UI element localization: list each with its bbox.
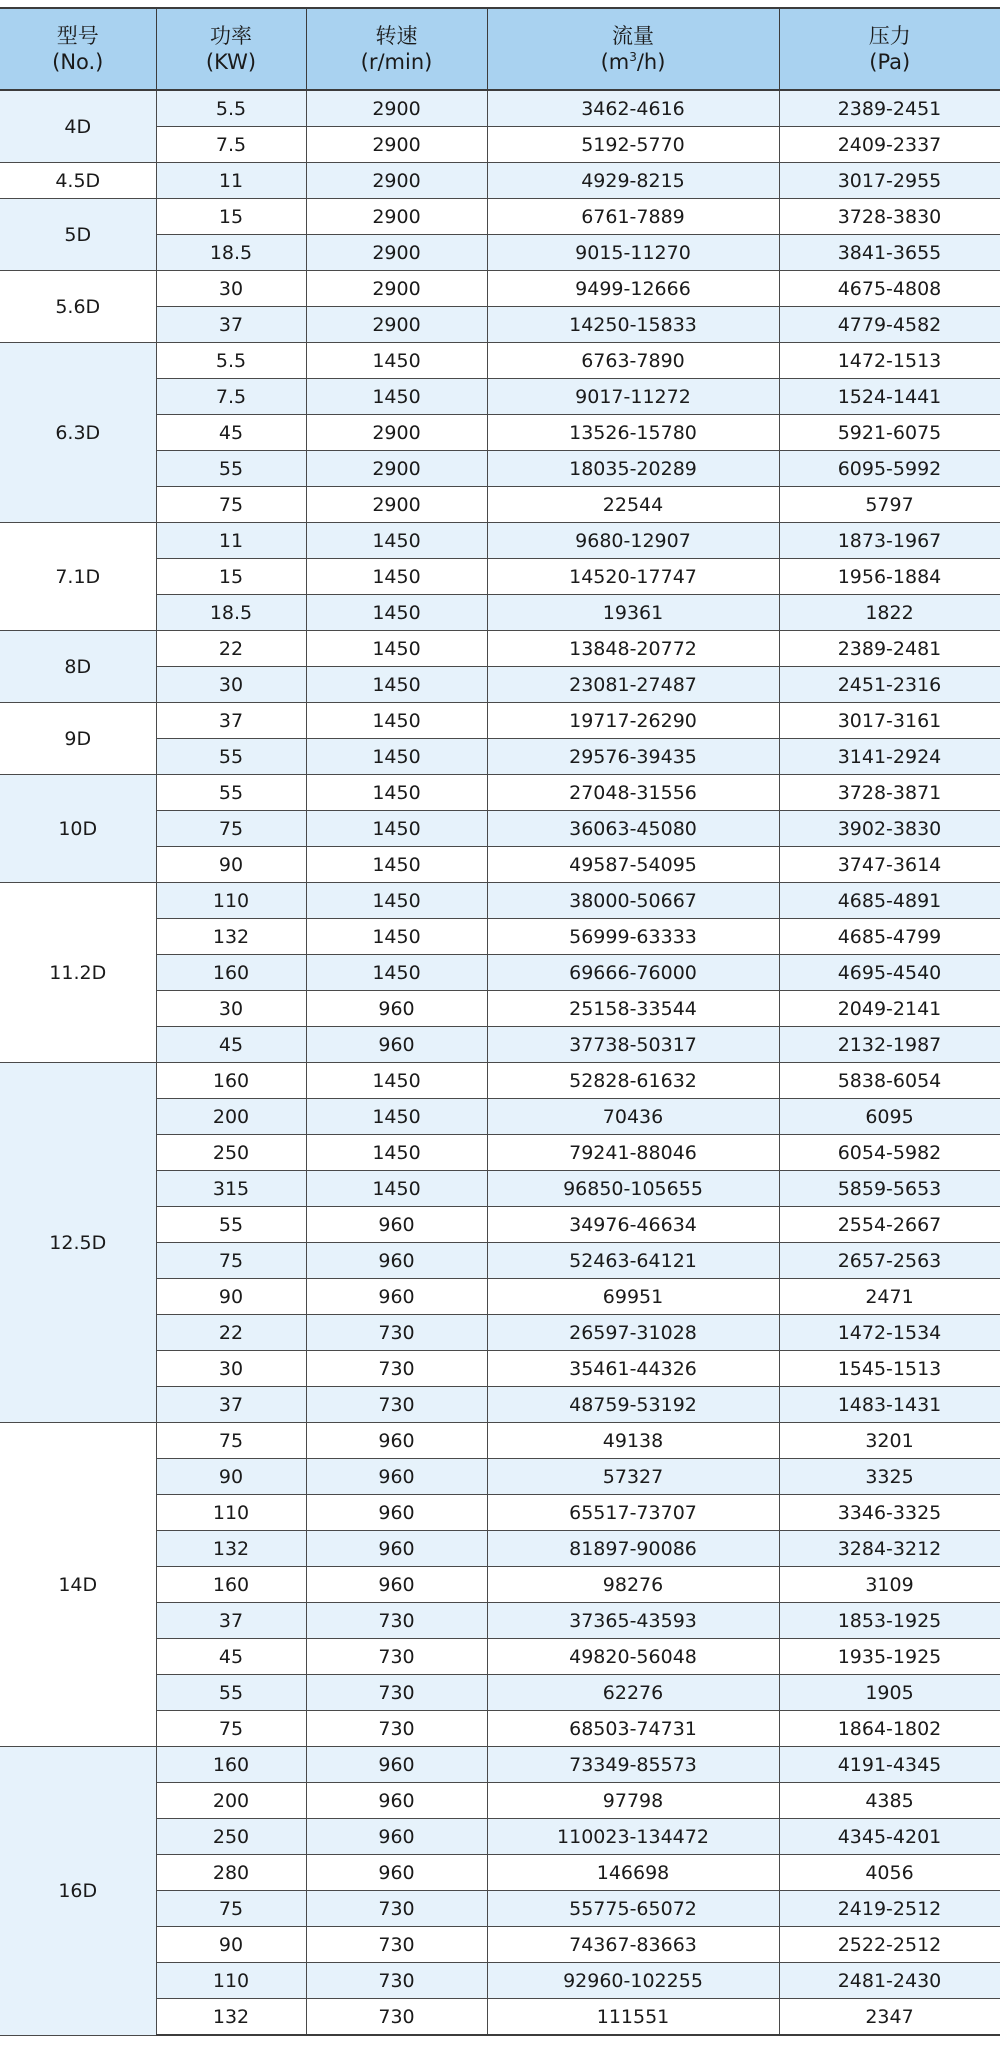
power-cell: 11 — [156, 523, 306, 559]
pressure-cell: 2657-2563 — [779, 1243, 1000, 1279]
flow-cell: 9499-12666 — [487, 271, 779, 307]
flow-cell: 98276 — [487, 1567, 779, 1603]
model-cell: 10D — [0, 775, 156, 883]
power-cell: 37 — [156, 703, 306, 739]
flow-cell: 97798 — [487, 1783, 779, 1819]
pressure-cell: 1472-1513 — [779, 343, 1000, 379]
power-cell: 22 — [156, 1315, 306, 1351]
flow-cell: 3462-4616 — [487, 90, 779, 127]
flow-cell: 68503-74731 — [487, 1711, 779, 1747]
flow-cell: 57327 — [487, 1459, 779, 1495]
flow-cell: 13848-20772 — [487, 631, 779, 667]
pressure-cell: 2481-2430 — [779, 1963, 1000, 1999]
speed-cell: 960 — [306, 1207, 487, 1243]
power-cell: 132 — [156, 1999, 306, 2036]
speed-cell: 960 — [306, 991, 487, 1027]
flow-cell: 13526-15780 — [487, 415, 779, 451]
flow-cell: 52828-61632 — [487, 1063, 779, 1099]
power-cell: 280 — [156, 1855, 306, 1891]
speed-cell: 1450 — [306, 1135, 487, 1171]
pressure-cell: 2389-2451 — [779, 90, 1000, 127]
speed-cell: 730 — [306, 1639, 487, 1675]
speed-cell: 730 — [306, 1999, 487, 2036]
speed-cell: 960 — [306, 1027, 487, 1063]
speed-cell: 960 — [306, 1855, 487, 1891]
flow-cell: 14520-17747 — [487, 559, 779, 595]
flow-cell: 56999-63333 — [487, 919, 779, 955]
flow-cell: 55775-65072 — [487, 1891, 779, 1927]
table-row — [0, 199, 1000, 235]
flow-cell: 19717-26290 — [487, 703, 779, 739]
speed-cell: 2900 — [306, 235, 487, 271]
table-row — [0, 703, 1000, 739]
speed-cell: 1450 — [306, 775, 487, 811]
power-cell: 55 — [156, 1207, 306, 1243]
table-row — [0, 883, 1000, 919]
flow-cell: 79241-88046 — [487, 1135, 779, 1171]
pressure-cell: 5838-6054 — [779, 1063, 1000, 1099]
power-cell: 37 — [156, 1603, 306, 1639]
pressure-cell: 1545-1513 — [779, 1351, 1000, 1387]
model-cell: 12.5D — [0, 1063, 156, 1423]
speed-cell: 960 — [306, 1567, 487, 1603]
flow-cell: 111551 — [487, 1999, 779, 2036]
power-cell: 37 — [156, 307, 306, 343]
power-cell: 75 — [156, 1711, 306, 1747]
speed-cell: 1450 — [306, 595, 487, 631]
header-model: 型号 (No.) — [0, 8, 156, 90]
table-row — [0, 1423, 1000, 1459]
power-cell: 30 — [156, 667, 306, 703]
flow-cell: 25158-33544 — [487, 991, 779, 1027]
speed-cell: 1450 — [306, 631, 487, 667]
pressure-cell: 2347 — [779, 1999, 1000, 2036]
speed-cell: 730 — [306, 1387, 487, 1423]
power-cell: 5.5 — [156, 343, 306, 379]
power-cell: 90 — [156, 847, 306, 883]
power-cell: 7.5 — [156, 379, 306, 415]
speed-cell: 2900 — [306, 199, 487, 235]
speed-cell: 1450 — [306, 739, 487, 775]
flow-cell: 69951 — [487, 1279, 779, 1315]
speed-cell: 1450 — [306, 343, 487, 379]
flow-cell: 146698 — [487, 1855, 779, 1891]
power-cell: 75 — [156, 1423, 306, 1459]
power-cell: 315 — [156, 1171, 306, 1207]
speed-cell: 1450 — [306, 667, 487, 703]
speed-cell: 960 — [306, 1819, 487, 1855]
flow-cell: 49820-56048 — [487, 1639, 779, 1675]
speed-cell: 1450 — [306, 703, 487, 739]
power-cell: 75 — [156, 1243, 306, 1279]
speed-cell: 1450 — [306, 847, 487, 883]
header-pressure: 压力 (Pa) — [779, 8, 1000, 90]
power-cell: 30 — [156, 271, 306, 307]
pressure-cell: 2419-2512 — [779, 1891, 1000, 1927]
pressure-cell: 2522-2512 — [779, 1927, 1000, 1963]
power-cell: 11 — [156, 163, 306, 199]
speed-cell: 1450 — [306, 559, 487, 595]
power-cell: 5.5 — [156, 90, 306, 127]
speed-cell: 960 — [306, 1423, 487, 1459]
flow-cell: 48759-53192 — [487, 1387, 779, 1423]
pressure-cell: 6054-5982 — [779, 1135, 1000, 1171]
power-cell: 37 — [156, 1387, 306, 1423]
pressure-cell: 1483-1431 — [779, 1387, 1000, 1423]
pressure-cell: 3284-3212 — [779, 1531, 1000, 1567]
header-speed: 转速 (r/min) — [306, 8, 487, 90]
table-row — [0, 163, 1000, 199]
power-cell: 45 — [156, 1027, 306, 1063]
pressure-cell: 1853-1925 — [779, 1603, 1000, 1639]
pressure-cell: 2389-2481 — [779, 631, 1000, 667]
power-cell: 55 — [156, 1675, 306, 1711]
pressure-cell: 6095-5992 — [779, 451, 1000, 487]
speed-cell: 1450 — [306, 523, 487, 559]
power-cell: 75 — [156, 811, 306, 847]
model-cell: 5.6D — [0, 271, 156, 343]
flow-cell: 38000-50667 — [487, 883, 779, 919]
speed-cell: 960 — [306, 1531, 487, 1567]
table-row — [0, 90, 1000, 127]
speed-cell: 1450 — [306, 1099, 487, 1135]
power-cell: 7.5 — [156, 127, 306, 163]
power-cell: 15 — [156, 199, 306, 235]
pressure-cell: 3017-2955 — [779, 163, 1000, 199]
table-row — [0, 271, 1000, 307]
flow-cell: 4929-8215 — [487, 163, 779, 199]
flow-cell: 110023-134472 — [487, 1819, 779, 1855]
model-cell: 16D — [0, 1747, 156, 2036]
pressure-cell: 3346-3325 — [779, 1495, 1000, 1531]
power-cell: 160 — [156, 1567, 306, 1603]
speed-cell: 2900 — [306, 90, 487, 127]
speed-cell: 2900 — [306, 415, 487, 451]
power-cell: 18.5 — [156, 595, 306, 631]
flow-cell: 70436 — [487, 1099, 779, 1135]
power-cell: 22 — [156, 631, 306, 667]
flow-cell: 9017-11272 — [487, 379, 779, 415]
speed-cell: 730 — [306, 1711, 487, 1747]
speed-cell: 960 — [306, 1243, 487, 1279]
pressure-cell: 1956-1884 — [779, 559, 1000, 595]
pressure-cell: 4685-4891 — [779, 883, 1000, 919]
header-row — [0, 8, 1000, 90]
flow-cell: 81897-90086 — [487, 1531, 779, 1567]
flow-cell: 23081-27487 — [487, 667, 779, 703]
power-cell: 55 — [156, 739, 306, 775]
table-row — [0, 775, 1000, 811]
pressure-cell: 3747-3614 — [779, 847, 1000, 883]
model-cell: 5D — [0, 199, 156, 271]
speed-cell: 730 — [306, 1891, 487, 1927]
power-cell: 110 — [156, 883, 306, 919]
pressure-cell: 5859-5653 — [779, 1171, 1000, 1207]
pressure-cell: 1822 — [779, 595, 1000, 631]
flow-cell: 9015-11270 — [487, 235, 779, 271]
flow-cell: 37365-43593 — [487, 1603, 779, 1639]
power-cell: 160 — [156, 955, 306, 991]
speed-cell: 730 — [306, 1603, 487, 1639]
speed-cell: 2900 — [306, 163, 487, 199]
pressure-cell: 4779-4582 — [779, 307, 1000, 343]
speed-cell: 1450 — [306, 919, 487, 955]
pressure-cell: 3325 — [779, 1459, 1000, 1495]
power-cell: 75 — [156, 487, 306, 523]
pressure-cell: 2554-2667 — [779, 1207, 1000, 1243]
flow-cell: 35461-44326 — [487, 1351, 779, 1387]
flow-cell: 22544 — [487, 487, 779, 523]
flow-cell: 49587-54095 — [487, 847, 779, 883]
flow-cell: 74367-83663 — [487, 1927, 779, 1963]
pressure-cell: 4685-4799 — [779, 919, 1000, 955]
flow-cell: 5192-5770 — [487, 127, 779, 163]
pressure-cell: 4675-4808 — [779, 271, 1000, 307]
table-row — [0, 343, 1000, 379]
speed-cell: 960 — [306, 1783, 487, 1819]
pressure-cell: 3017-3161 — [779, 703, 1000, 739]
power-cell: 160 — [156, 1747, 306, 1783]
model-cell: 4.5D — [0, 163, 156, 199]
speed-cell: 2900 — [306, 487, 487, 523]
speed-cell: 730 — [306, 1315, 487, 1351]
pressure-cell: 2132-1987 — [779, 1027, 1000, 1063]
speed-cell: 1450 — [306, 811, 487, 847]
flow-cell: 19361 — [487, 595, 779, 631]
power-cell: 55 — [156, 775, 306, 811]
speed-cell: 730 — [306, 1927, 487, 1963]
pressure-cell: 3902-3830 — [779, 811, 1000, 847]
power-cell: 45 — [156, 415, 306, 451]
pressure-cell: 3141-2924 — [779, 739, 1000, 775]
pressure-cell: 4191-4345 — [779, 1747, 1000, 1783]
power-cell: 18.5 — [156, 235, 306, 271]
speed-cell: 1450 — [306, 955, 487, 991]
power-cell: 250 — [156, 1819, 306, 1855]
header-flow: 流量 $(m^3/h)$ — [487, 8, 779, 90]
flow-cell: 34976-46634 — [487, 1207, 779, 1243]
pressure-cell: 2471 — [779, 1279, 1000, 1315]
speed-cell: 2900 — [306, 451, 487, 487]
flow-cell: 62276 — [487, 1675, 779, 1711]
power-cell: 30 — [156, 991, 306, 1027]
pressure-cell: 3728-3830 — [779, 199, 1000, 235]
flow-cell: 6763-7890 — [487, 343, 779, 379]
pressure-cell: 1864-1802 — [779, 1711, 1000, 1747]
flow-cell: 27048-31556 — [487, 775, 779, 811]
power-cell: 132 — [156, 919, 306, 955]
power-cell: 200 — [156, 1783, 306, 1819]
power-cell: 75 — [156, 1891, 306, 1927]
flow-cell: 69666-76000 — [487, 955, 779, 991]
flow-cell: 73349-85573 — [487, 1747, 779, 1783]
flow-cell: 65517-73707 — [487, 1495, 779, 1531]
speed-cell: 960 — [306, 1459, 487, 1495]
power-cell: 132 — [156, 1531, 306, 1567]
pressure-cell: 5921-6075 — [779, 415, 1000, 451]
pressure-cell: 2049-2141 — [779, 991, 1000, 1027]
flow-cell: 96850-105655 — [487, 1171, 779, 1207]
pressure-cell: 1472-1534 — [779, 1315, 1000, 1351]
speed-cell: 1450 — [306, 883, 487, 919]
flow-cell: 18035-20289 — [487, 451, 779, 487]
model-cell: 8D — [0, 631, 156, 703]
pressure-cell: 1905 — [779, 1675, 1000, 1711]
flow-cell: 49138 — [487, 1423, 779, 1459]
speed-cell: 730 — [306, 1675, 487, 1711]
power-cell: 15 — [156, 559, 306, 595]
flow-cell: 92960-102255 — [487, 1963, 779, 1999]
speed-cell: 2900 — [306, 127, 487, 163]
header-power: 功率 (KW) — [156, 8, 306, 90]
table-row — [0, 523, 1000, 559]
model-cell: 9D — [0, 703, 156, 775]
table-row — [0, 631, 1000, 667]
power-cell: 110 — [156, 1495, 306, 1531]
pressure-cell: 6095 — [779, 1099, 1000, 1135]
pressure-cell: 1935-1925 — [779, 1639, 1000, 1675]
flow-cell: 14250-15833 — [487, 307, 779, 343]
speed-cell: 730 — [306, 1963, 487, 1999]
model-cell: 11.2D — [0, 883, 156, 1063]
table-row — [0, 1747, 1000, 1783]
pressure-cell: 4385 — [779, 1783, 1000, 1819]
power-cell: 160 — [156, 1063, 306, 1099]
table-row — [0, 1063, 1000, 1099]
model-cell: 6.3D — [0, 343, 156, 523]
pressure-cell: 1524-1441 — [779, 379, 1000, 415]
pressure-cell: 3109 — [779, 1567, 1000, 1603]
flow-cell: 37738-50317 — [487, 1027, 779, 1063]
speed-cell: 1450 — [306, 379, 487, 415]
speed-cell: 1450 — [306, 1171, 487, 1207]
pressure-cell: 2451-2316 — [779, 667, 1000, 703]
flow-cell: 26597-31028 — [487, 1315, 779, 1351]
flow-cell: 9680-12907 — [487, 523, 779, 559]
pressure-cell: 3201 — [779, 1423, 1000, 1459]
speed-cell: 2900 — [306, 271, 487, 307]
power-cell: 90 — [156, 1459, 306, 1495]
flow-cell: 36063-45080 — [487, 811, 779, 847]
pressure-cell: 4056 — [779, 1855, 1000, 1891]
speed-cell: 1450 — [306, 1063, 487, 1099]
fan-spec-table — [0, 7, 1000, 2036]
power-cell: 55 — [156, 451, 306, 487]
speed-cell: 960 — [306, 1495, 487, 1531]
pressure-cell: 4345-4201 — [779, 1819, 1000, 1855]
speed-cell: 730 — [306, 1351, 487, 1387]
pressure-cell: 3728-3871 — [779, 775, 1000, 811]
power-cell: 90 — [156, 1927, 306, 1963]
power-cell: 45 — [156, 1639, 306, 1675]
power-cell: 200 — [156, 1099, 306, 1135]
power-cell: 110 — [156, 1963, 306, 1999]
model-cell: 4D — [0, 90, 156, 163]
pressure-cell: 5797 — [779, 487, 1000, 523]
flow-cell: 52463-64121 — [487, 1243, 779, 1279]
speed-cell: 960 — [306, 1279, 487, 1315]
speed-cell: 960 — [306, 1747, 487, 1783]
pressure-cell: 2409-2337 — [779, 127, 1000, 163]
flow-cell: 29576-39435 — [487, 739, 779, 775]
power-cell: 30 — [156, 1351, 306, 1387]
pressure-cell: 3841-3655 — [779, 235, 1000, 271]
power-cell: 90 — [156, 1279, 306, 1315]
table-body — [0, 90, 1000, 2035]
pressure-cell: 4695-4540 — [779, 955, 1000, 991]
pressure-cell: 1873-1967 — [779, 523, 1000, 559]
model-cell: 7.1D — [0, 523, 156, 631]
speed-cell: 2900 — [306, 307, 487, 343]
power-cell: 250 — [156, 1135, 306, 1171]
model-cell: 14D — [0, 1423, 156, 1747]
flow-cell: 6761-7889 — [487, 199, 779, 235]
